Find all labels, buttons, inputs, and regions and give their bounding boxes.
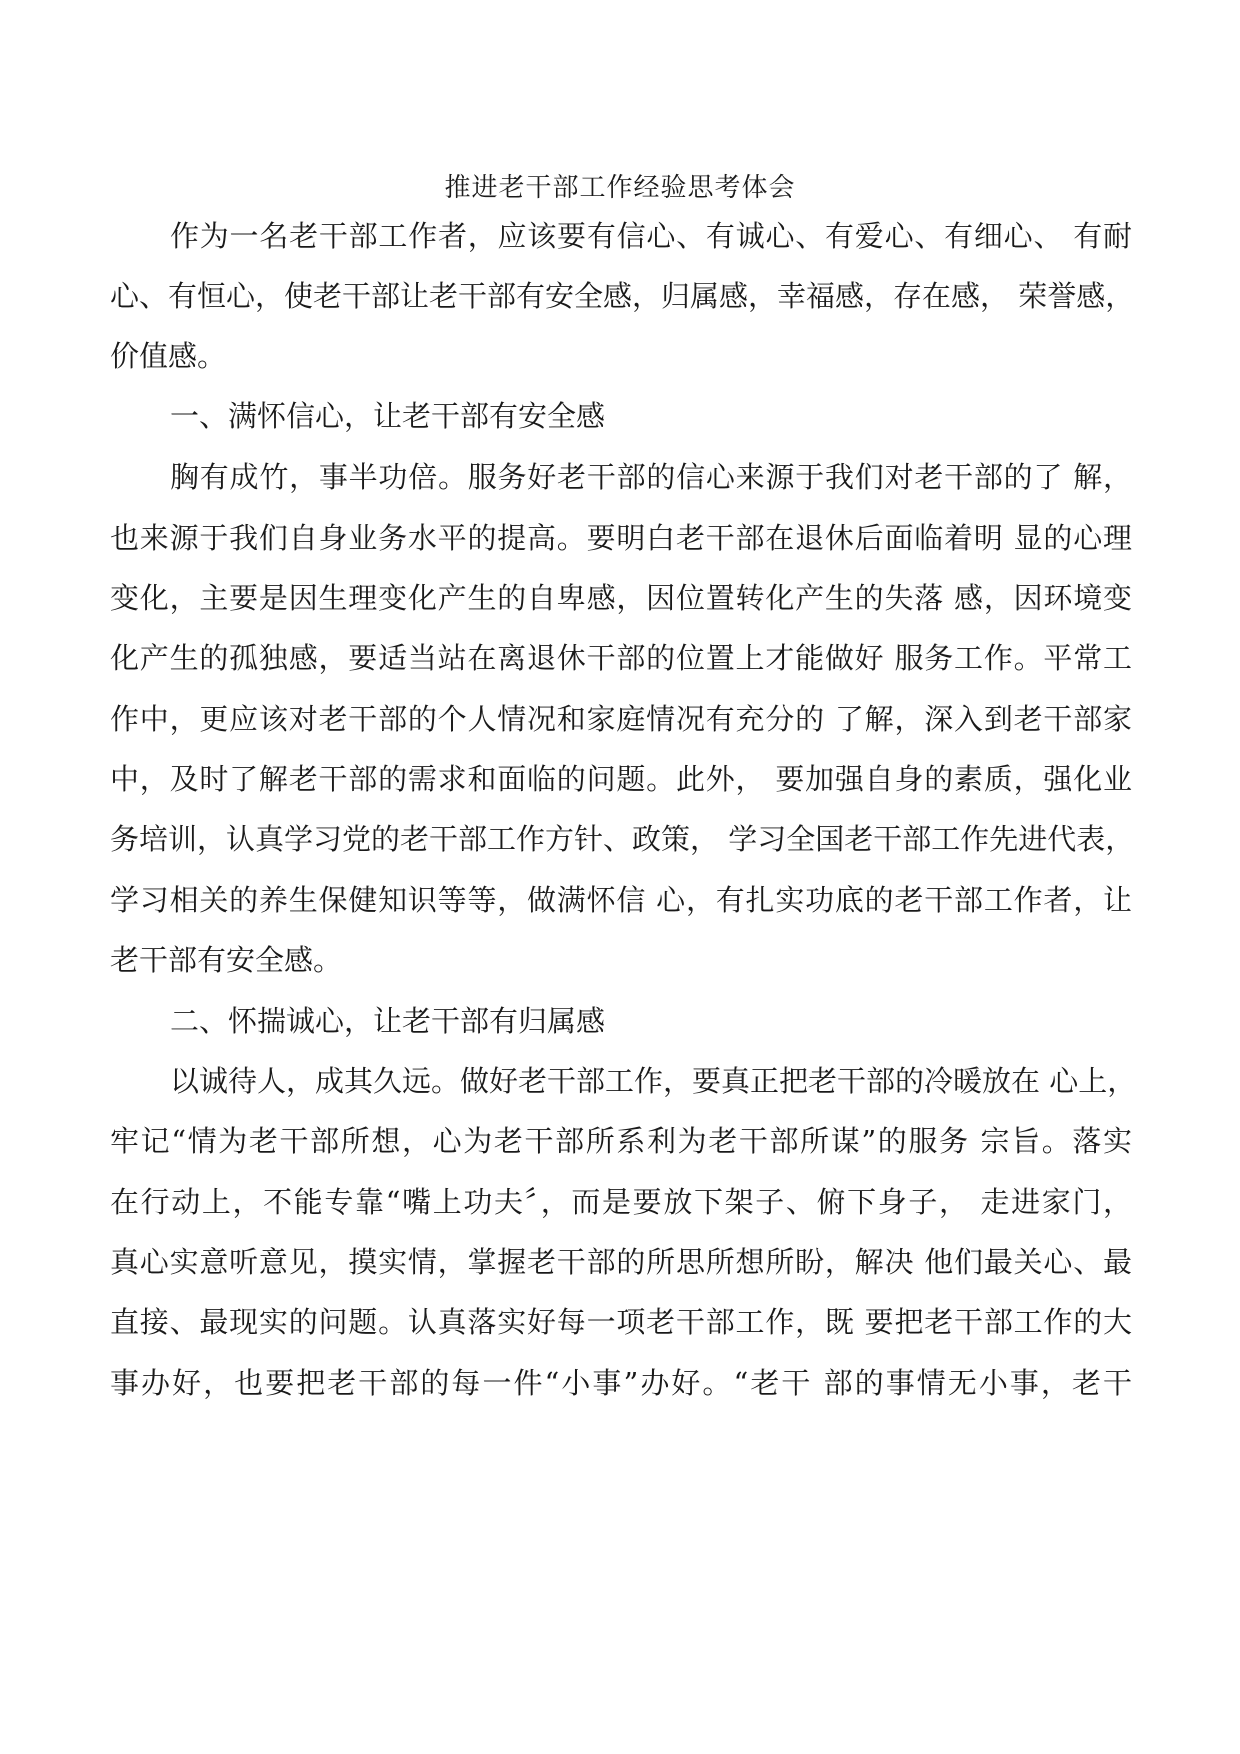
- paragraph-line: 中，及时了解老干部的需求和面临的问题。此外， 要加强自身的素质，强化业: [110, 762, 1132, 796]
- paragraph-line: 务培训，认真学习党的老干部工作方针、政策， 学习全国老干部工作先进代表，: [110, 822, 1135, 856]
- paragraph-line: 在行动上，不能专靠“嘴上功夫〞，而是要放下架子、俯下身子， 走进家门，: [110, 1185, 1132, 1219]
- paragraph-line: 牢记“情为老干部所想，心为老干部所系利为老干部所谋”的服务 宗旨。落实: [110, 1124, 1132, 1158]
- paragraph-line: 胸有成竹，事半功倍。服务好老干部的信心来源于我们对老干部的了 解，: [170, 460, 1132, 494]
- document-title: 推进老干部工作经验思考体会: [444, 173, 796, 203]
- paragraph-line: 直接、最现实的问题。认真落实好每一项老干部工作，既 要把老干部工作的大: [110, 1305, 1132, 1339]
- paragraph-line: 作为一名老干部工作者，应该要有信心、有诚心、有爱心、有细心、 有耐: [170, 219, 1132, 253]
- section-heading: 二、怀揣诚心，让老干部有归属感: [170, 1004, 606, 1038]
- paragraph-line: 事办好，也要把老干部的每一件“小事”办好。“老干 部的事情无小事，老干: [110, 1366, 1132, 1400]
- paragraph-line: 真心实意听意见，摸实情，掌握老干部的所思所想所盼，解决 他们最关心、最: [110, 1245, 1132, 1279]
- paragraph-line: 老干部有安全感。: [110, 943, 343, 977]
- paragraph-line: 心、有恒心，使老干部让老干部有安全感，归属感，幸福感，存在感， 荣誉感，: [110, 279, 1135, 313]
- paragraph-line: 也来源于我们自身业务水平的提高。要明白老干部在退休后面临着明 显的心理: [110, 521, 1132, 555]
- paragraph-line: 作中，更应该对老干部的个人情况和家庭情况有充分的 了解，深入到老干部家: [110, 702, 1132, 736]
- paragraph-line: 变化，主要是因生理变化产生的自卑感，因位置转化产生的失落 感，因环境变: [110, 581, 1132, 615]
- paragraph-line: 学习相关的养生保健知识等等，做满怀信 心，有扎实功底的老干部工作者，让: [110, 883, 1132, 917]
- paragraph-line: 化产生的孤独感，要适当站在离退休干部的位置上才能做好 服务工作。平常工: [110, 641, 1132, 675]
- paragraph-line: 价值感。: [110, 339, 227, 373]
- section-heading: 一、满怀信心，让老干部有安全感: [170, 399, 606, 433]
- paragraph-line: 以诚待人，成其久远。做好老干部工作，要真正把老干部的冷暖放在 心上，: [170, 1064, 1137, 1098]
